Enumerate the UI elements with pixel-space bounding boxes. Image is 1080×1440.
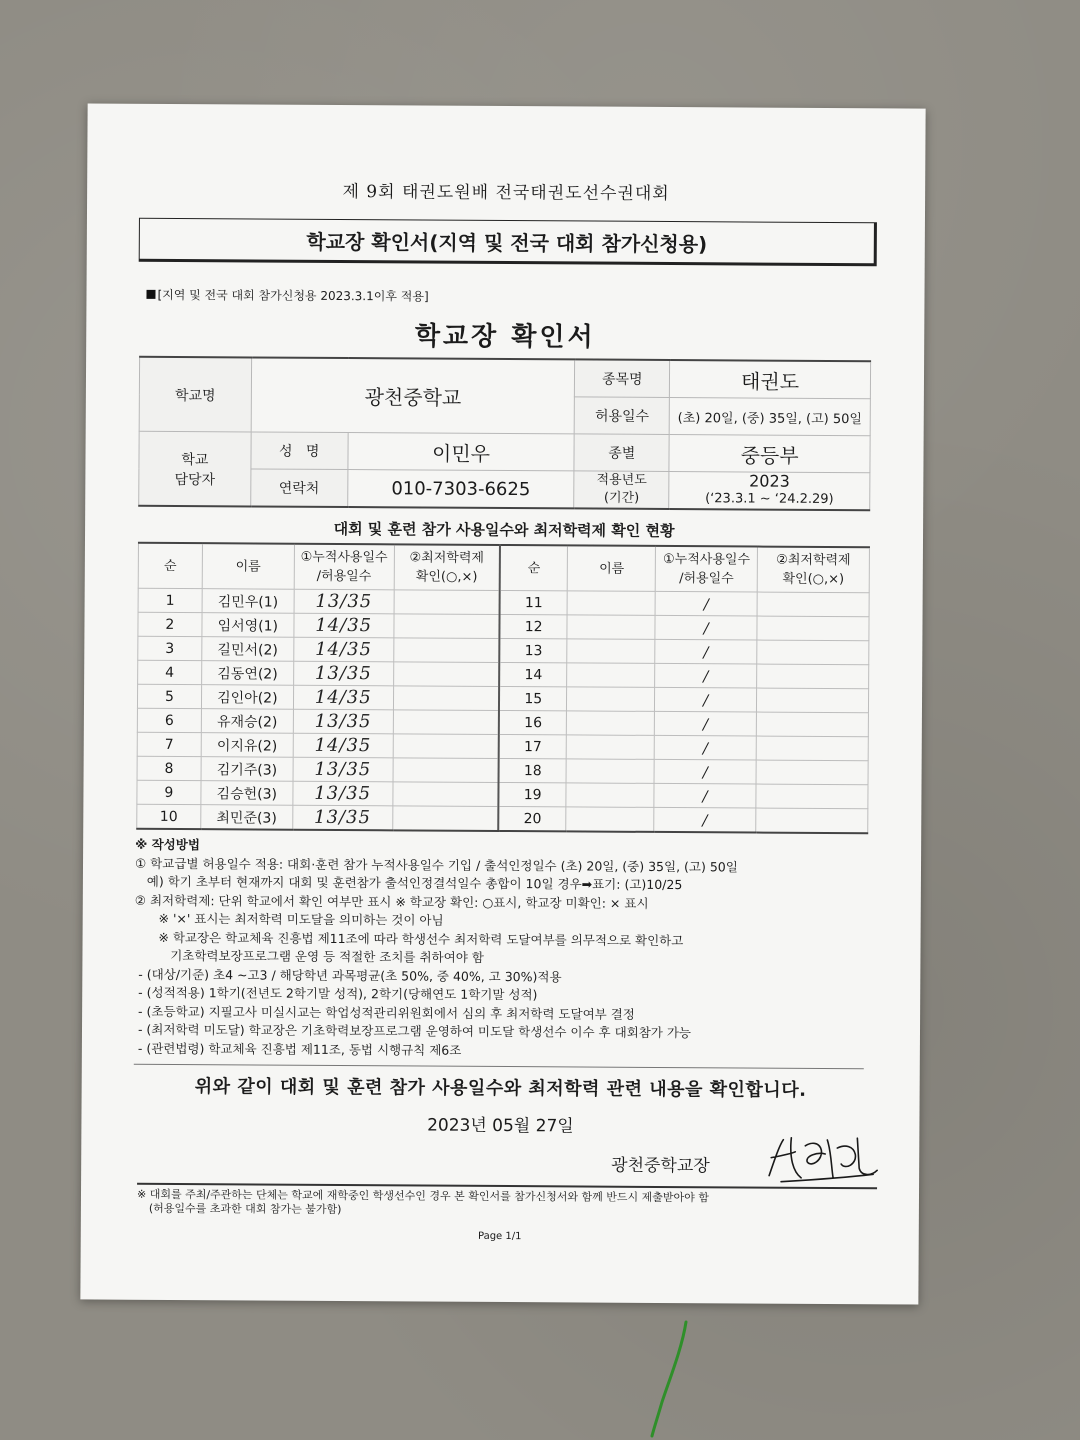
row-seq: 17 xyxy=(499,734,567,758)
row-days: 13/35 xyxy=(293,781,393,806)
row-seq: 7 xyxy=(137,732,201,756)
row-days: / xyxy=(655,687,757,712)
row-name: 김동연(2) xyxy=(202,661,294,686)
header-seq-2: 순 xyxy=(500,545,568,591)
instructions xyxy=(134,836,895,1070)
header-name-2: 이름 xyxy=(568,545,656,591)
row-days: / xyxy=(655,711,757,736)
divider xyxy=(134,1064,864,1069)
instruction-line: ※ '×' 표시는 최저학력 미도달을 의미하는 것이 아님 xyxy=(134,910,444,928)
header-days-2: ①누적사용일수 /허용일수 xyxy=(655,546,757,592)
instruction-line: ② 최저학력제: 단위 학교에서 확인 여부만 표시 ※ 학교장 확인: ○표시, 학교장 미확인: × 표시 xyxy=(134,892,649,911)
row-check xyxy=(393,710,499,735)
instruction-line: - (대상/기준) 초4 ~고3 / 해당학년 과목평균(초 50%, 중 40%, 고 30%)적용 xyxy=(134,966,562,984)
row-seq: 18 xyxy=(499,758,567,782)
row-name: 이지유(2) xyxy=(201,733,293,758)
instruction-line: - (최저학력 미도달) 학교장은 기초학력보장프로그램 운영하여 미도달 학생선수 이수 후 대회참가 가능 xyxy=(133,1021,692,1041)
footer-note xyxy=(137,1183,877,1221)
row-days: 13/35 xyxy=(293,661,393,686)
row-seq: 6 xyxy=(137,708,201,732)
row-seq: 16 xyxy=(499,710,567,734)
row-check xyxy=(756,784,868,809)
row-days: 14/35 xyxy=(293,685,393,710)
row-seq: 3 xyxy=(138,636,202,660)
row-name: 김인아(2) xyxy=(201,685,293,710)
row-name: 김승헌(3) xyxy=(201,781,293,806)
row-check xyxy=(756,736,868,761)
row-check xyxy=(757,640,869,665)
header-days: ①누적사용일수 /허용일수 xyxy=(294,544,394,590)
row-name: 길민서(2) xyxy=(202,637,294,662)
instruction-line: 기초학력보장프로그램 운영 등 적절한 조치를 취하여야 함 xyxy=(134,947,484,965)
row-check xyxy=(393,662,499,687)
participation-table xyxy=(136,542,870,834)
row-days: / xyxy=(654,759,756,784)
sport-label: 종목명 xyxy=(575,359,670,397)
row-days: 14/35 xyxy=(293,733,393,758)
row-name xyxy=(567,663,655,688)
row-check xyxy=(394,590,500,615)
row-days: / xyxy=(654,807,756,832)
row-seq: 4 xyxy=(138,660,202,684)
instruction-line: - (성적적용) 1학기(전년도 2학기말 성적), 2학기(당해연도 1학기말 성적) xyxy=(134,984,538,1003)
row-check xyxy=(392,806,498,831)
year-label: 적용년도 (기간) xyxy=(574,471,669,509)
applicability-note-text: [지역 및 전국 대회 참가신청용 2023.3.1이후 적용] xyxy=(157,287,429,304)
participation-title: 대회 및 훈련 참가 사용일수와 최저학력제 확인 현황 xyxy=(333,519,675,541)
row-days: 14/35 xyxy=(294,613,394,638)
row-seq: 5 xyxy=(137,684,201,708)
row-seq: 2 xyxy=(138,612,202,636)
issue-date: 2023년 05월 27일 xyxy=(427,1115,574,1137)
principal-title: 광천중학교장 xyxy=(611,1155,710,1177)
principal-signature xyxy=(761,1128,881,1189)
row-seq: 19 xyxy=(498,782,566,806)
row-days: 13/35 xyxy=(293,757,393,782)
sport-value: 태권도 xyxy=(670,360,871,399)
manager-label: 학교 담당자 xyxy=(139,431,251,506)
row-seq: 13 xyxy=(499,638,567,662)
row-seq: 20 xyxy=(498,806,566,831)
instruction-line: ※ 학교장은 학교체육 진흥법 제11조에 따라 학생선수 최저학력 도달여부를 의무적으로 확인하고 xyxy=(134,929,684,948)
row-name xyxy=(566,783,654,808)
row-days: / xyxy=(655,639,757,664)
allowed-days-value: (초) 20일, (중) 35일, (고) 50일 xyxy=(669,398,870,436)
row-seq: 12 xyxy=(499,614,567,638)
row-name xyxy=(567,639,655,664)
row-name xyxy=(567,735,655,760)
row-check xyxy=(756,808,868,833)
row-name xyxy=(566,759,654,784)
document-title: 학교장 확인서 xyxy=(414,321,596,353)
row-check xyxy=(393,734,499,759)
row-name xyxy=(567,591,655,616)
row-check xyxy=(393,758,499,783)
row-name xyxy=(567,615,655,640)
header-check: ②최저학력제 확인(○,×) xyxy=(394,544,500,590)
main-title: 학교장 확인서(지역 및 전국 대회 참가신청용) xyxy=(139,218,877,267)
school-name-label: 학교명 xyxy=(139,357,251,432)
row-days: 13/35 xyxy=(294,589,394,614)
row-days: / xyxy=(655,663,757,688)
row-days: / xyxy=(655,591,757,616)
school-name-value: 광천중학교 xyxy=(251,357,575,433)
instruction-line: ① 학교급별 허용일수 적용: 대회·훈련 참가 누적사용일수 기입 / 출석인정일수 (초) 20일, (중) 35일, (고) 50일 xyxy=(134,855,738,874)
division-label: 종별 xyxy=(574,434,669,472)
header-check-2: ②최저학력제 확인(○,×) xyxy=(757,547,869,593)
row-name: 김민우(1) xyxy=(202,589,294,614)
instruction-line: - (관련법령) 학교체육 진흥법 제11조, 동법 시행규칙 제6조 xyxy=(133,1040,462,1058)
row-name xyxy=(567,711,655,736)
row-check xyxy=(394,614,500,639)
row-check xyxy=(393,782,499,807)
row-seq: 14 xyxy=(499,662,567,686)
year-period: (‘23.3.1 ~ ‘24.2.29) xyxy=(705,491,834,508)
row-check xyxy=(757,592,869,617)
manager-name-label: 성 명 xyxy=(251,432,348,470)
row-check xyxy=(393,638,499,663)
confirmation-statement: 위와 같이 대회 및 훈련 참가 사용일수와 최저학력 관련 내용을 확인합니다. xyxy=(194,1076,807,1101)
division-value: 중등부 xyxy=(669,435,870,473)
contact-label: 연락처 xyxy=(251,469,348,507)
row-check xyxy=(756,760,868,785)
row-seq: 11 xyxy=(500,590,568,614)
row-check xyxy=(393,686,499,711)
event-title: 제 9회 태권도원배 전국태권도선수권대회 xyxy=(342,182,670,205)
row-check xyxy=(757,616,869,641)
year-cell xyxy=(669,472,870,511)
row-days: 14/35 xyxy=(294,637,394,662)
instruction-line: 예) 학기 초부터 현재까지 대회 및 훈련참가 출석인정결석일수 총합이 10일 경우➡표기: (고)10/25 xyxy=(134,873,683,893)
instructions-title: ※ 작성방법 xyxy=(135,836,200,853)
row-check xyxy=(756,712,868,737)
contact-value: 010-7303-6625 xyxy=(347,470,574,509)
footer-line: (허용일수를 초과한 대회 참가는 불가함) xyxy=(148,1201,342,1217)
school-info-table xyxy=(138,356,871,511)
row-seq: 15 xyxy=(499,686,567,710)
row-seq: 8 xyxy=(137,756,201,780)
header-seq: 순 xyxy=(138,543,202,589)
row-check xyxy=(757,688,869,713)
row-seq: 1 xyxy=(138,588,202,612)
row-days: 13/35 xyxy=(292,805,392,830)
row-days: 13/35 xyxy=(293,709,393,734)
row-name: 최민준(3) xyxy=(201,805,293,830)
row-name: 김기주(3) xyxy=(201,757,293,782)
bullet-square-icon xyxy=(146,290,155,299)
manager-name-value: 이민우 xyxy=(348,433,575,471)
document-page xyxy=(80,103,925,1304)
row-days: / xyxy=(654,735,756,760)
row-days: / xyxy=(655,615,757,640)
year-value: 2023 xyxy=(749,471,790,491)
header-name: 이름 xyxy=(202,543,294,589)
row-name xyxy=(567,687,655,712)
row-name: 임서영(1) xyxy=(202,613,294,638)
row-name xyxy=(566,807,654,832)
green-thread xyxy=(640,1318,700,1438)
row-seq: 10 xyxy=(137,804,201,829)
instruction-line: - (초등학교) 지필고사 미실시교는 학업성적관리위원회에서 심의 후 최저학력 도달여부 결정 xyxy=(134,1003,635,1022)
row-seq: 9 xyxy=(137,780,201,804)
applicability-note xyxy=(146,286,428,305)
allowed-days-label: 허용일수 xyxy=(575,397,670,435)
table-row xyxy=(137,804,868,833)
footer-line: ※ 대회를 주최/주관하는 단체는 학교에 재학중인 학생선수인 경우 본 확인서를 참가신청서와 함께 반드시 제출받아야 함 xyxy=(136,1187,709,1205)
page-number: Page 1/1 xyxy=(477,1230,522,1243)
row-check xyxy=(757,664,869,689)
row-days: / xyxy=(654,783,756,808)
row-name: 유재승(2) xyxy=(201,709,293,734)
